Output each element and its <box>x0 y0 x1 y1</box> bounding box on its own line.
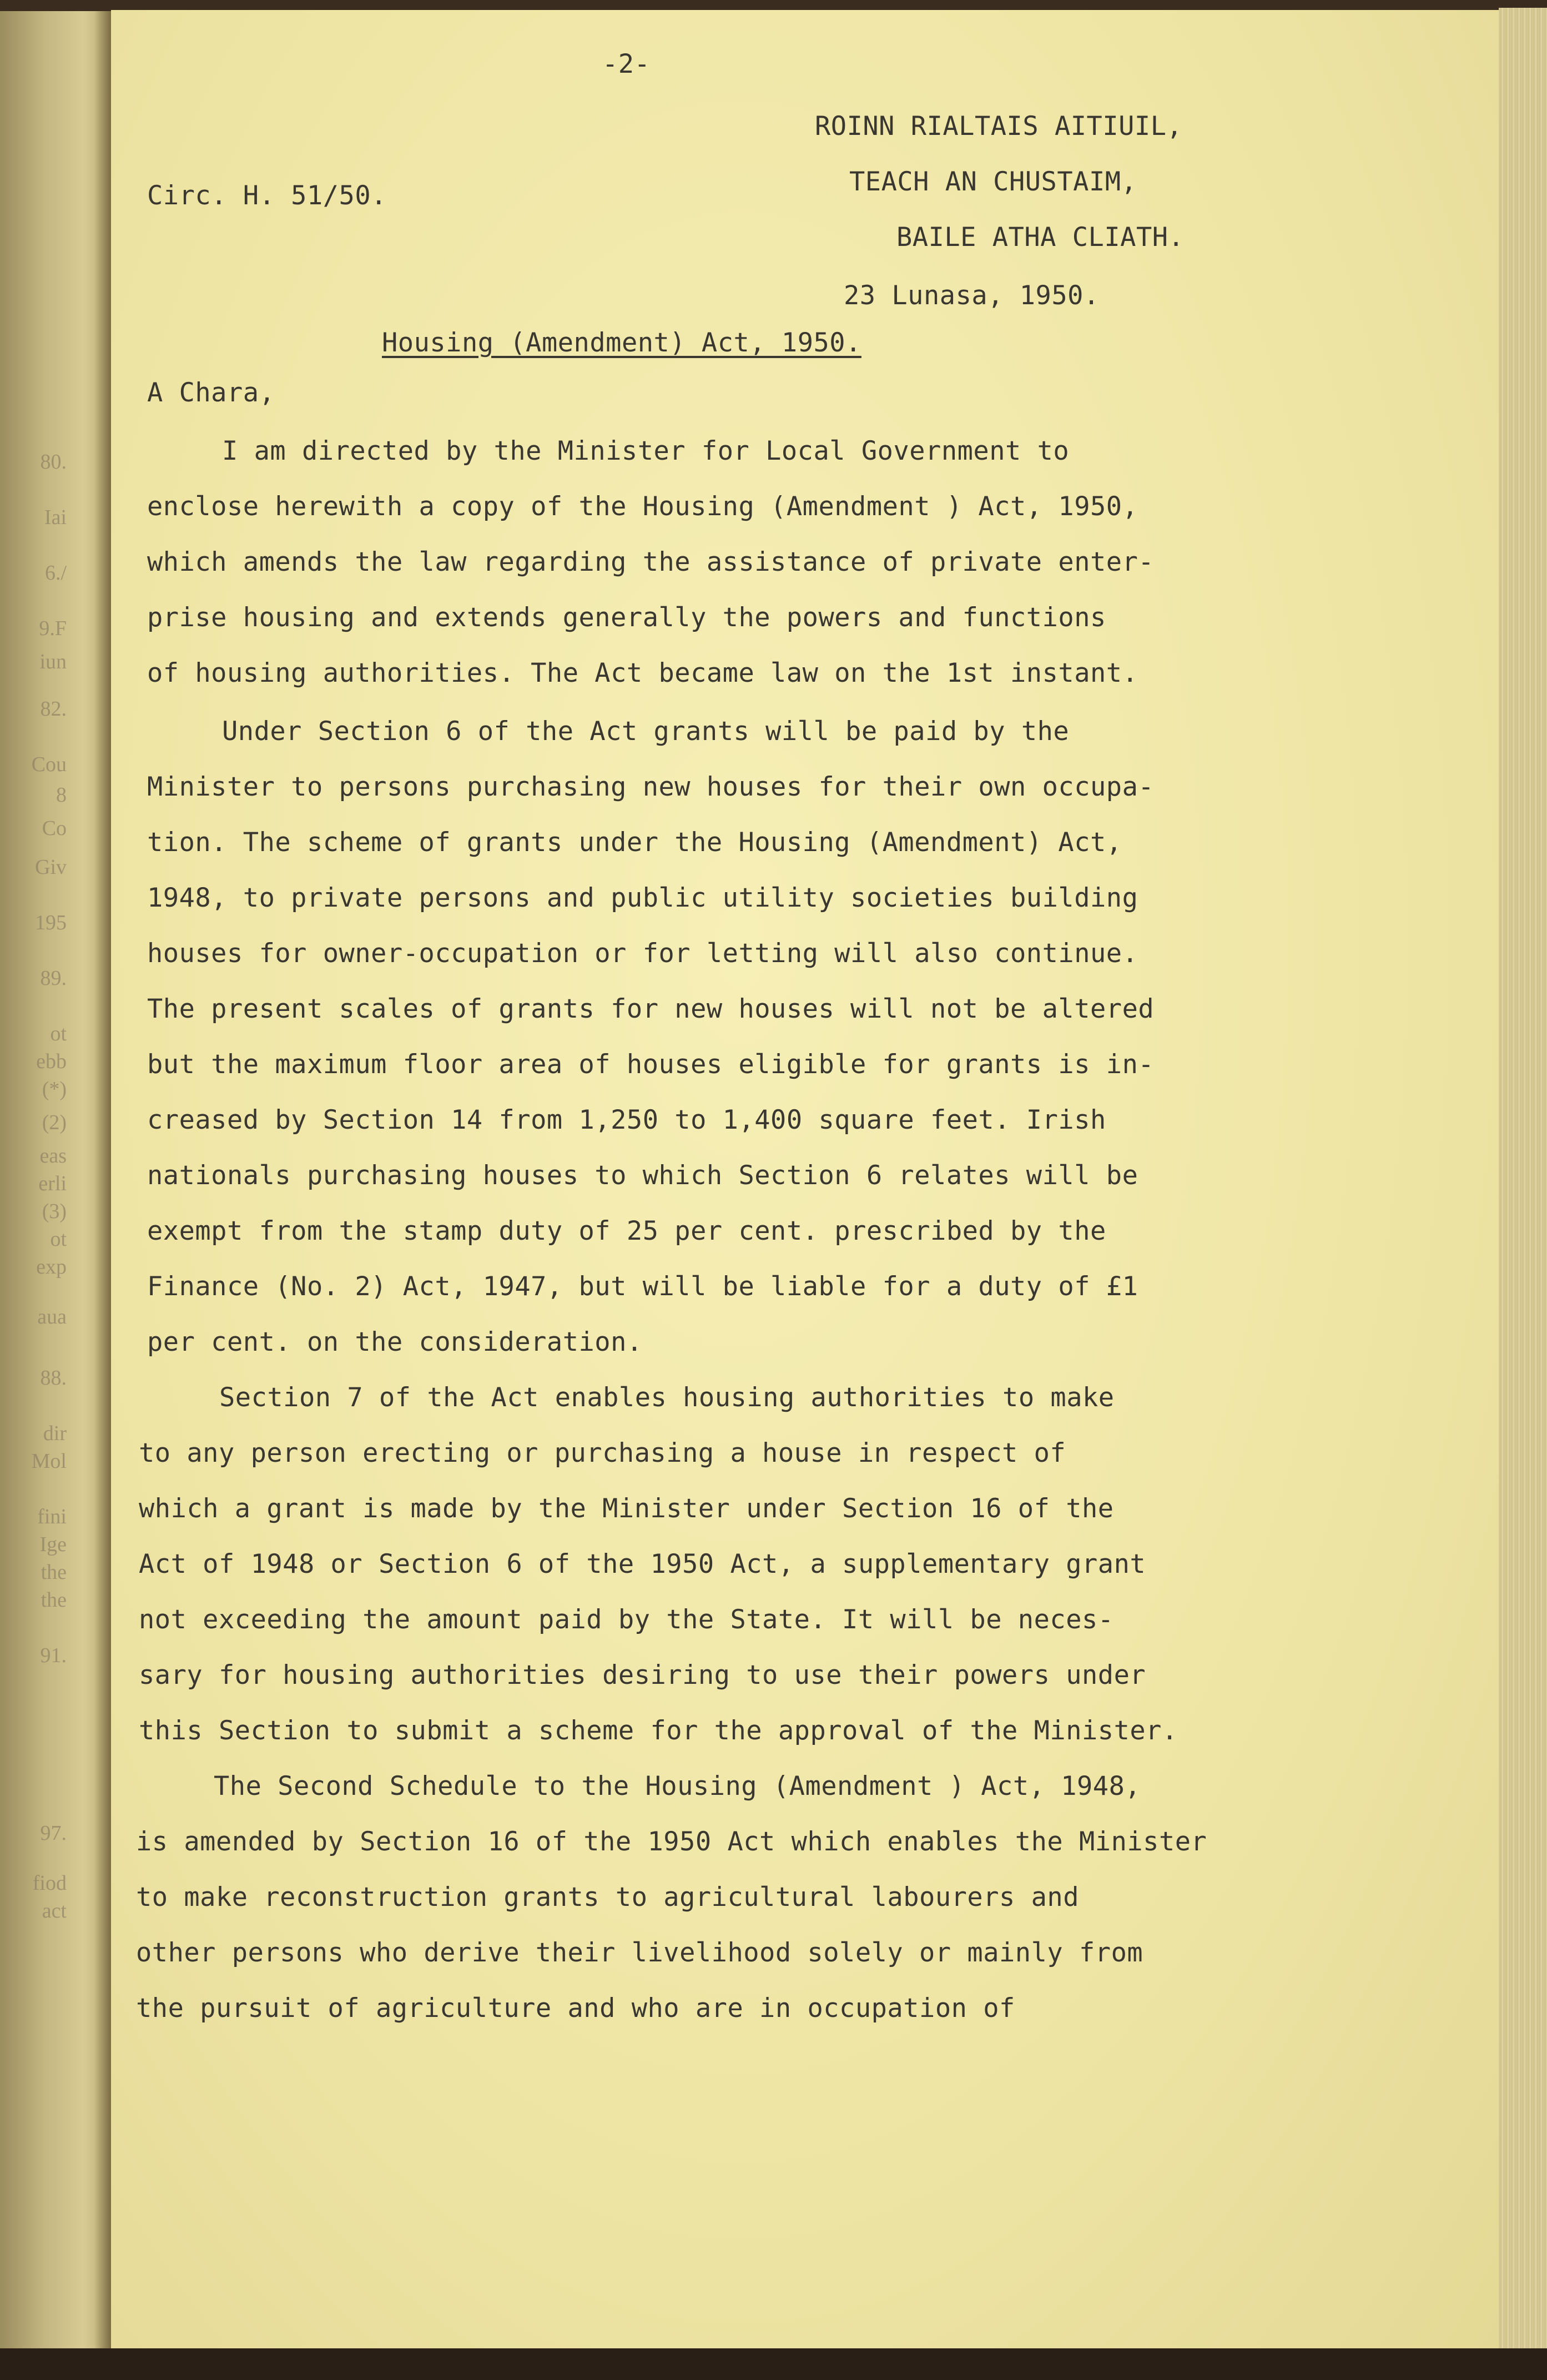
facing-page-fragment: Cou <box>31 753 67 776</box>
binding-bottom-edge <box>0 2348 1547 2380</box>
facing-page-fragment: 9.F <box>39 617 67 640</box>
facing-page-fragment: (*) <box>42 1078 67 1101</box>
facing-page-fragment: erli <box>38 1172 67 1195</box>
body-line: is amended by Section 16 of the 1950 Act which enables the Minister <box>136 1826 1207 1857</box>
body-line: houses for owner-occupation or for letting will also continue. <box>147 938 1138 969</box>
body-line: Act of 1948 or Section 6 of the 1950 Act, a supplementary grant <box>139 1549 1146 1579</box>
letter-date: 23 Lunasa, 1950. <box>844 280 1100 311</box>
circular-reference: Circ. H. 51/50. <box>147 180 387 211</box>
body-line: Finance (No. 2) Act, 1947, but will be liable for a duty of £1 <box>147 1271 1138 1302</box>
facing-page-fragment: Mol <box>31 1450 67 1473</box>
body-line: the pursuit of agriculture and who are in occupation of <box>136 1993 1015 2024</box>
facing-page-fragment: fini <box>37 1505 67 1528</box>
facing-page-fragment: 82. <box>40 697 67 721</box>
facing-page-fragment: 91. <box>40 1644 67 1667</box>
facing-page-fragment: exp <box>36 1255 67 1279</box>
facing-page-fragment: 6./ <box>44 561 67 585</box>
body-line: tion. The scheme of grants under the Housing (Amendment) Act, <box>147 827 1122 858</box>
body-line: creased by Section 14 from 1,250 to 1,400 square feet. Irish <box>147 1105 1106 1135</box>
facing-page-fragment: dir <box>43 1422 67 1445</box>
body-line: The Second Schedule to the Housing (Amendment ) Act, 1948, <box>214 1771 1141 1802</box>
body-line: Section 7 of the Act enables housing authorities to make <box>219 1382 1115 1413</box>
facing-page-fragment: eas <box>39 1144 67 1168</box>
body-line: exempt from the stamp duty of 25 per cent. prescribed by the <box>147 1216 1106 1246</box>
body-line: to any person erecting or purchasing a house in respect of <box>139 1438 1066 1468</box>
facing-page-fragment: 89. <box>40 967 67 990</box>
page-stack-edge <box>1499 8 1547 2353</box>
body-line: prise housing and extends generally the powers and functions <box>147 602 1106 633</box>
facing-page-fragment: Giv <box>35 856 67 879</box>
body-line: 1948, to private persons and public utility societies building <box>147 883 1138 913</box>
facing-page-fragment: ot <box>50 1227 67 1251</box>
body-line: per cent. on the consideration. <box>147 1327 643 1357</box>
body-line: Under Section 6 of the Act grants will be paid by the <box>222 716 1070 747</box>
address-line-1: ROINN RIALTAIS AITIUIL, <box>815 111 1183 142</box>
body-line: The present scales of grants for new houses will not be altered <box>147 994 1155 1024</box>
body-line: nationals purchasing houses to which Section 6 relates will be <box>147 1160 1138 1191</box>
facing-page-fragment: Iai <box>44 506 67 529</box>
body-line: of housing authorities. The Act became law on the 1st instant. <box>147 658 1138 688</box>
page-number: -2- <box>602 49 651 79</box>
facing-page-fragment: iun <box>39 650 67 673</box>
salutation: A Chara, <box>147 378 275 408</box>
body-line: other persons who derive their livelihood solely or mainly from <box>136 1938 1143 1968</box>
body-line: which a grant is made by the Minister under Section 16 of the <box>139 1493 1114 1524</box>
facing-page-fragment: ot <box>50 1022 67 1045</box>
body-line: sary for housing authorities desiring to use their powers under <box>139 1660 1146 1690</box>
address-line-2: TEACH AN CHUSTAIM, <box>849 167 1137 197</box>
facing-page-fragment: (2) <box>42 1111 67 1134</box>
facing-page-fragment: Co <box>42 817 67 840</box>
body-line: but the maximum floor area of houses eligible for grants is in- <box>147 1049 1155 1080</box>
facing-page-fragment: ebb <box>36 1050 67 1073</box>
facing-page-fragment: 80. <box>40 450 67 474</box>
body-line: I am directed by the Minister for Local Government to <box>222 436 1070 466</box>
facing-page-fragment: (3) <box>42 1200 67 1223</box>
body-line: Minister to persons purchasing new houses for their own occupa- <box>147 772 1155 802</box>
body-line: this Section to submit a scheme for the approval of the Minister. <box>139 1715 1178 1746</box>
facing-page-fragment: Ige <box>39 1533 67 1556</box>
body-line: enclose herewith a copy of the Housing (Amendment ) Act, 1950, <box>147 491 1138 522</box>
facing-page-fragment: aua <box>37 1305 67 1329</box>
body-line: which amends the law regarding the assistance of private enter- <box>147 547 1155 577</box>
address-line-3: BAILE ATHA CLIATH. <box>896 222 1185 253</box>
facing-page-fragment: act <box>42 1899 67 1923</box>
body-line: to make reconstruction grants to agricultural labourers and <box>136 1882 1079 1913</box>
facing-page-fragment: 8 <box>56 783 67 807</box>
facing-page-fragment: 97. <box>40 1822 67 1845</box>
facing-page-fragment: 195 <box>35 911 67 934</box>
facing-page-fragment: the <box>41 1561 67 1584</box>
facing-page-fragment: fiod <box>32 1871 67 1895</box>
facing-page-fragment: 88. <box>40 1366 67 1390</box>
facing-page-fragment: the <box>41 1588 67 1612</box>
letter-subject: Housing (Amendment) Act, 1950. <box>382 328 861 358</box>
body-line: not exceeding the amount paid by the State. It will be neces- <box>139 1604 1114 1635</box>
